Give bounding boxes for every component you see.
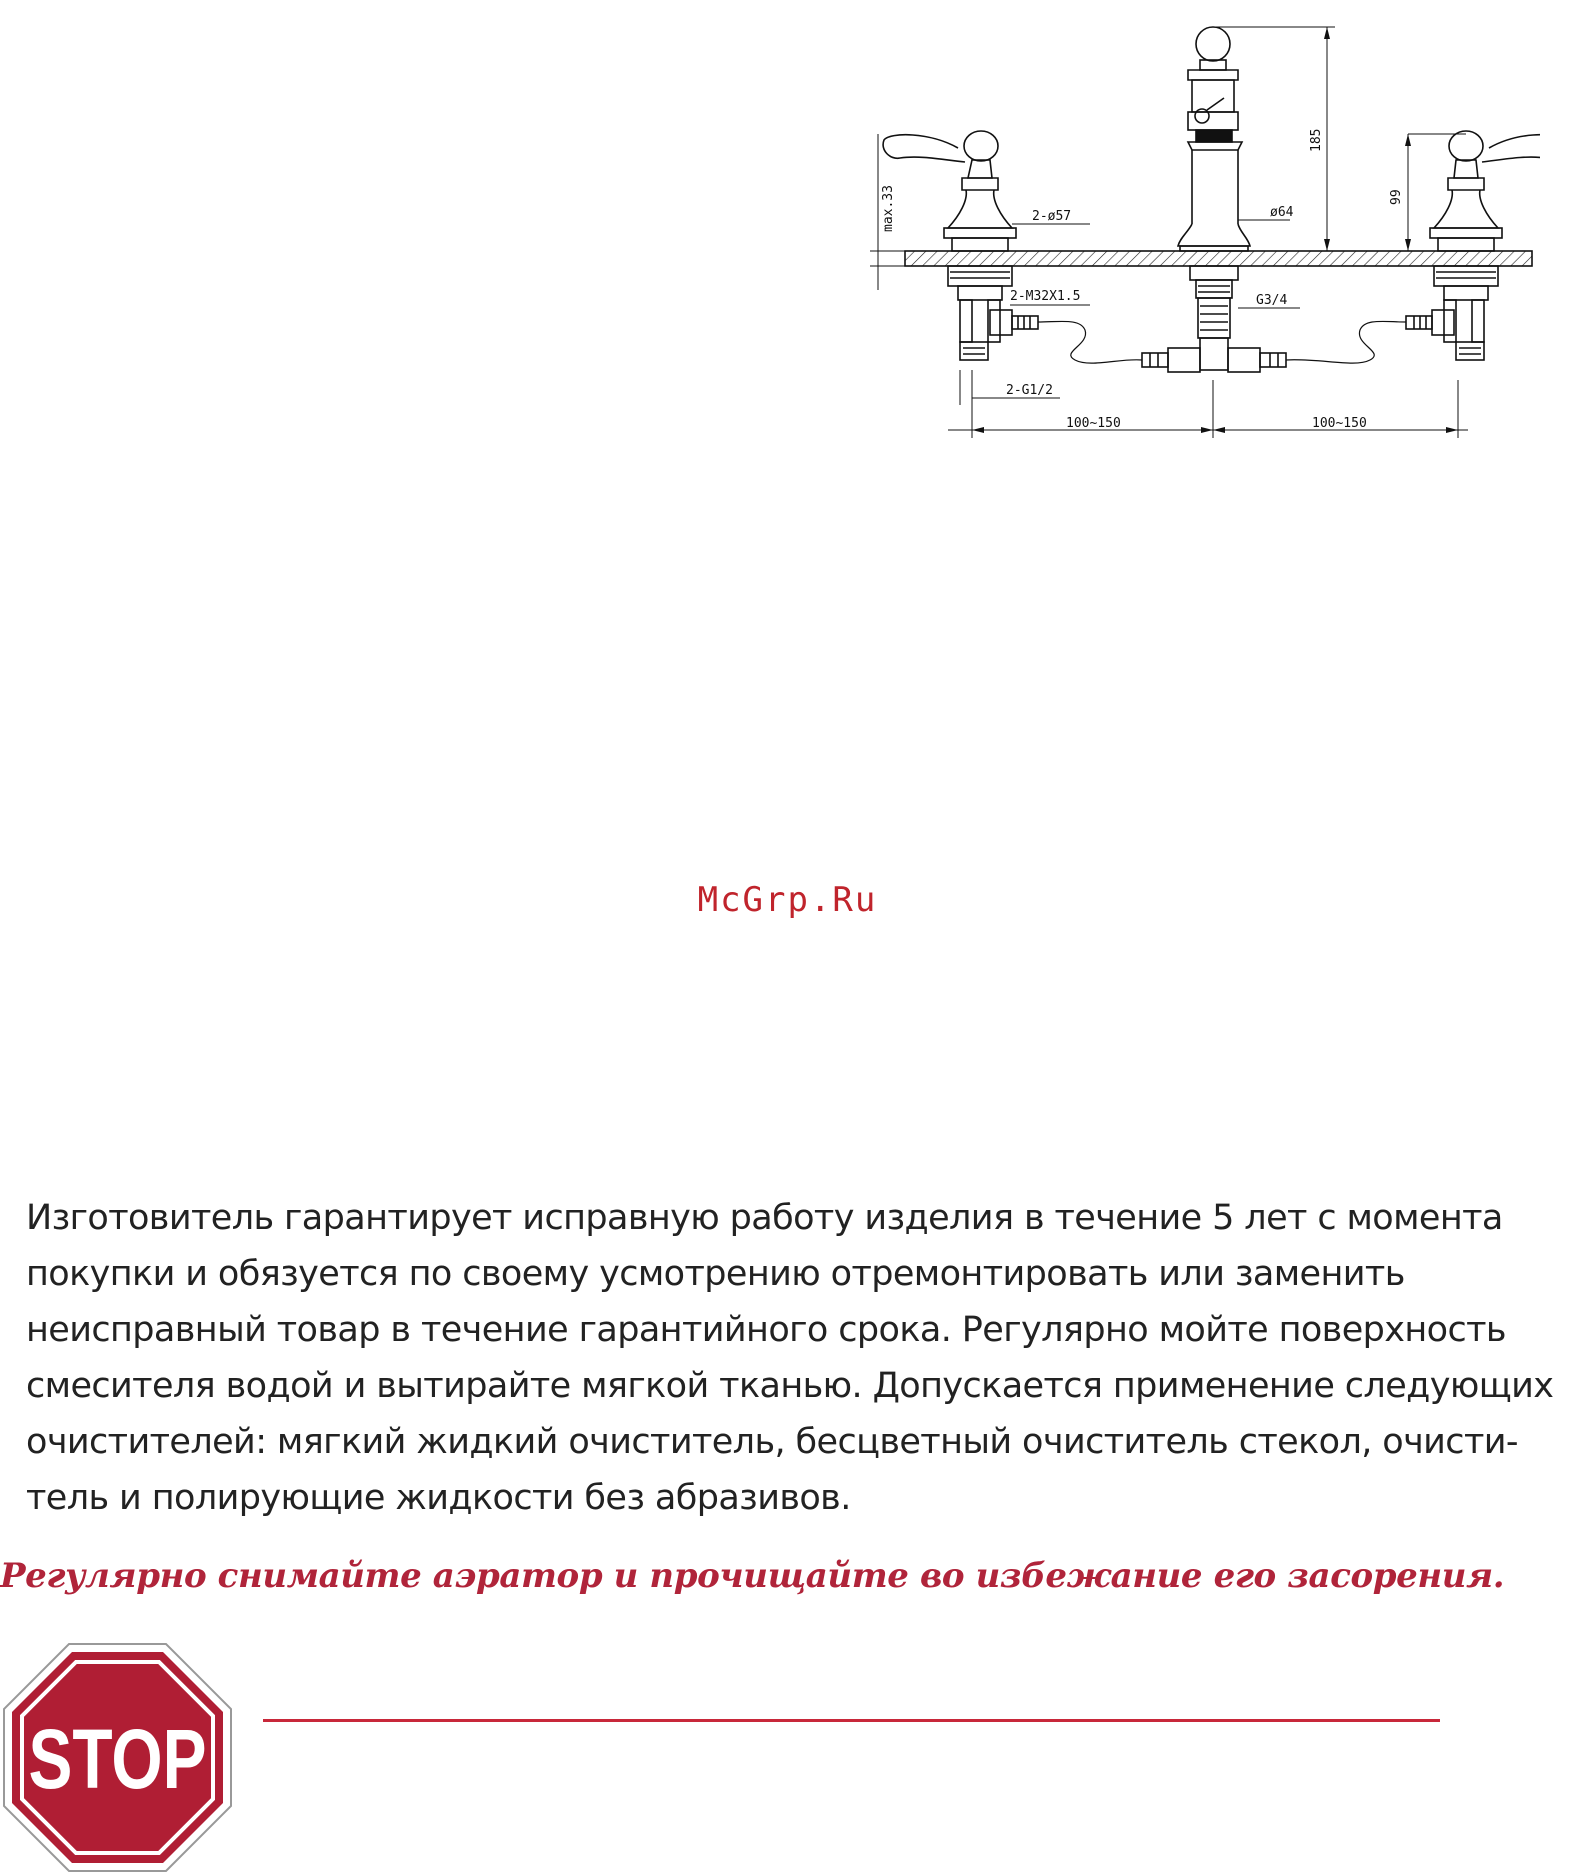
countertop [905,251,1532,266]
dim-spacing-left-label: 100~150 [1066,416,1121,431]
dim-99-label: 99 [1389,189,1404,205]
aerator-warning: Регулярно снимайте аэратор и прочищайте во избежание его засорения. [0,1556,1505,1596]
dim-m32-label: 2-M32X1.5 [1010,289,1081,304]
warranty-line: Изготовитель гарантирует исправную работу изделия в течение 5 лет с момента [26,1198,1503,1238]
warranty-line: тель и полирующие жидкости без абразивов. [26,1478,851,1518]
dim-185-label: 185 [1309,128,1324,152]
stop-label: STOP [28,1712,207,1806]
right-handle-valve [1406,131,1540,360]
center-spout [1142,27,1286,372]
dim-max33-label: max.33 [881,185,896,232]
faucet-technical-drawing [860,14,1540,444]
stop-divider-line [263,1719,1440,1722]
right-hose [1286,321,1406,363]
warranty-text [26,1190,1554,1526]
warranty-line: очистителей: мягкий жидкий очиститель, бесцветный очиститель стекол, очисти- [26,1422,1518,1462]
dim-d57-label: 2-ø57 [1032,209,1072,224]
dim-spacing-right-label: 100~150 [1312,416,1367,431]
warranty-line: смесителя водой и вытирайте мягкой тканью. Допускается применение следующих [26,1366,1554,1406]
warranty-line: покупки и обязуется по своему усмотрению отремонтировать или заменить [26,1254,1405,1294]
left-hose [1038,321,1142,363]
left-handle-valve [883,131,1038,360]
dim-g34-label: G3/4 [1256,293,1288,308]
warranty-line: неисправный товар в течение гарантийного срока. Регулярно мойте поверхность [26,1310,1506,1350]
stop-sign-icon [0,1640,235,1875]
dim-g12-label: 2-G1/2 [1006,383,1053,398]
dim-d64-label: ø64 [1270,205,1294,220]
watermark: McGrp.Ru [697,880,878,920]
